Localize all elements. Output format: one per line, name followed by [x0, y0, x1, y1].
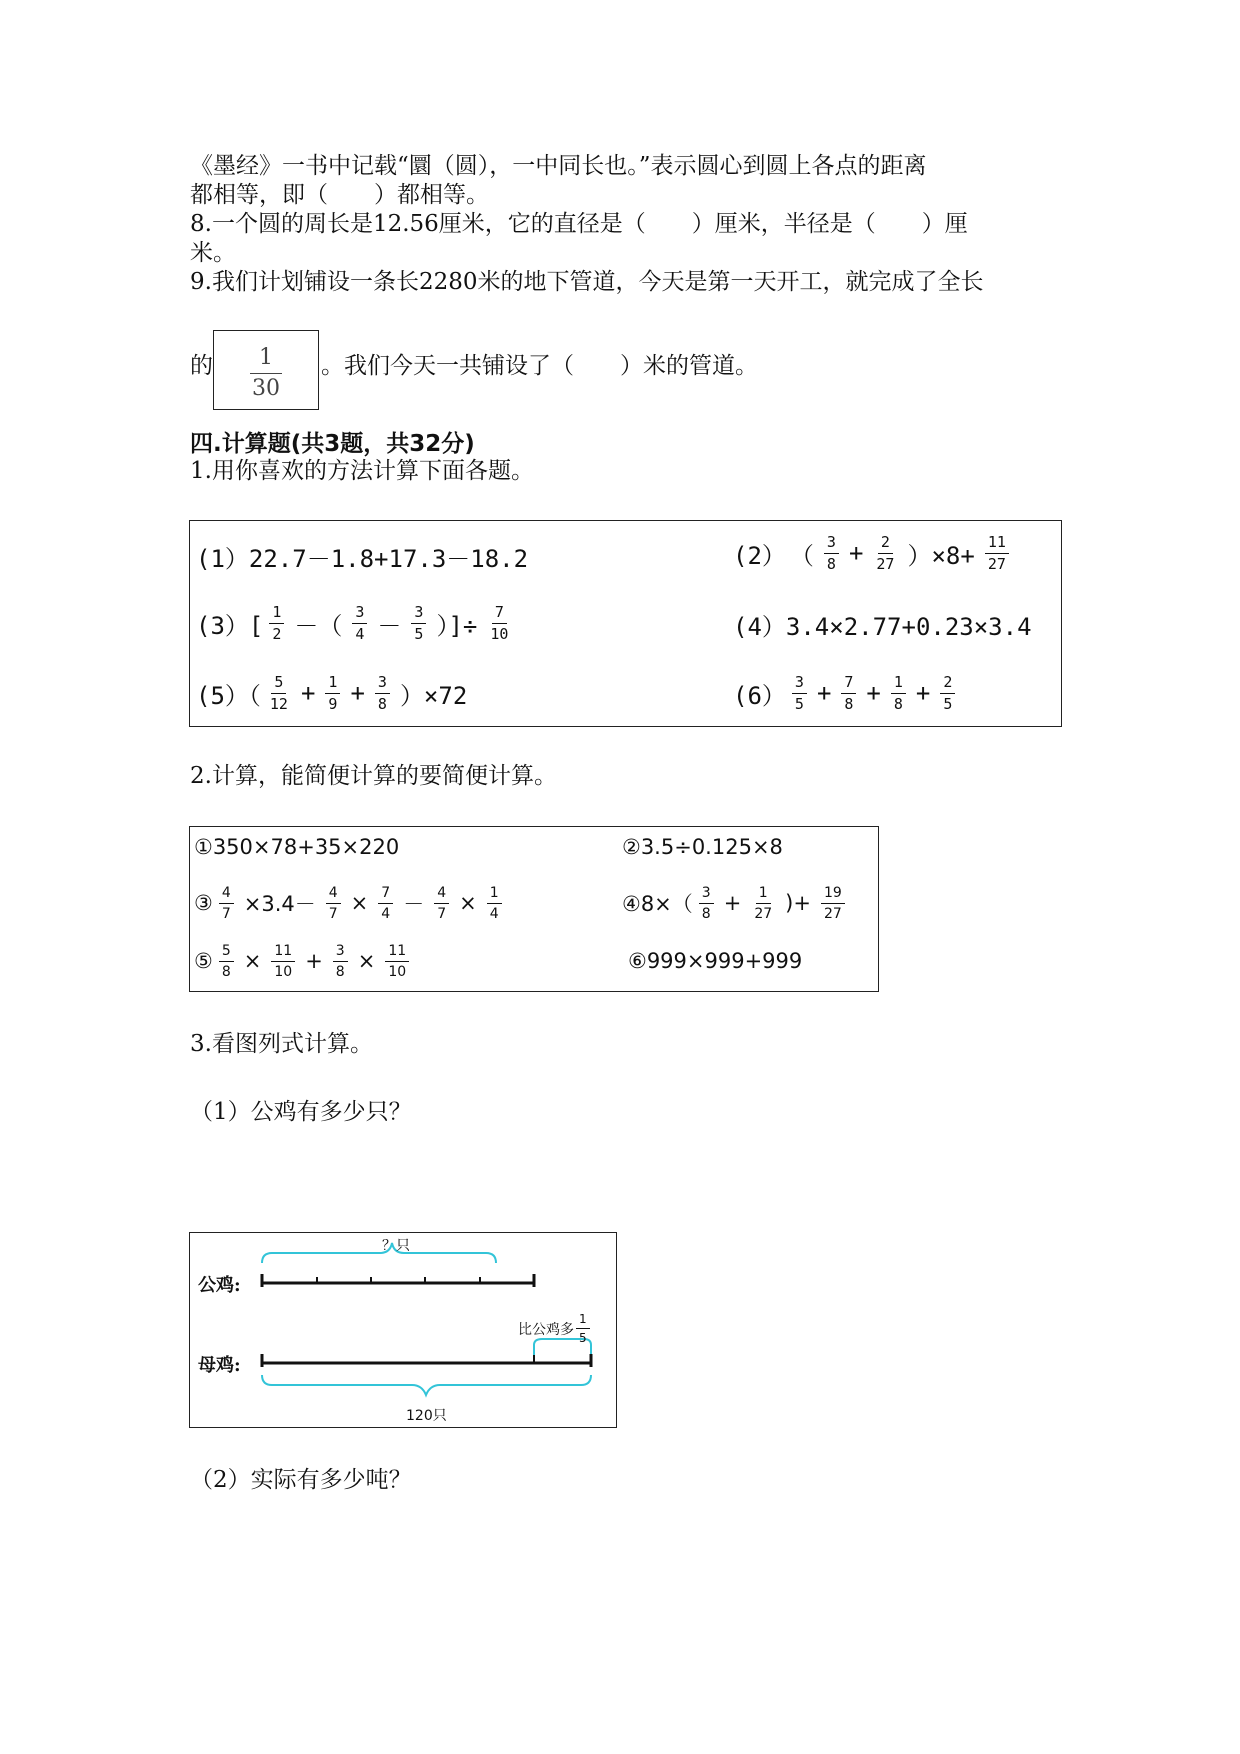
bottom-label: 120只 [406, 1408, 447, 1424]
b2-problem-3 [194, 875, 508, 931]
b1p5-label: (5）（ [196, 681, 261, 710]
b2p4-frac-1: $\frac{3}{8}$ [699, 886, 714, 921]
more-label [518, 1313, 592, 1344]
b1p2-close: ）×8+ [907, 541, 975, 570]
rooster-bar [262, 1274, 534, 1287]
b1p5-op1: + [300, 679, 316, 707]
b1p5-close: ）×72 [399, 681, 468, 710]
b2p5-frac-1: $\frac{5}{8}$ [219, 944, 234, 979]
b1-problem-1: (1）22.7－1.8+17.3－18.2 [196, 545, 529, 573]
b1p5-op2: + [350, 679, 365, 707]
b1p3-frac-2: $\frac{3}{4}$ [352, 605, 367, 642]
intro-line-2: 都相等，即（ ）都相等。 [190, 182, 489, 208]
b2p4-label: ④8×（ [622, 892, 693, 916]
b1p5-frac-2: $\frac{1}{9}$ [325, 675, 340, 712]
sub3-title: 3.看图列式计算。 [190, 1031, 373, 1057]
q8-line-1: 8.一个圆的周长是12.56厘米，它的直径是（ ）厘米，半径是（ ）厘 [190, 211, 968, 237]
q9-prefix: 的 [190, 353, 213, 379]
intro-line-1: 《墨经》一书中记载“圜（圆），一中同长也。”表示圆心到圆上各点的距离 [190, 153, 927, 179]
sub1-title: 1.用你喜欢的方法计算下面各题。 [190, 458, 534, 484]
b1p5-frac-3: $\frac{3}{8}$ [375, 675, 390, 712]
hen-bar [262, 1354, 591, 1367]
b1p6-op1: + [816, 679, 832, 707]
b1p2-frac-2: $\frac{2}{27}$ [876, 532, 895, 573]
b1p6-label: (6） [733, 681, 786, 710]
top-brace [262, 1243, 496, 1263]
b2p4-frac-3: $\frac{19}{27}$ [821, 886, 845, 921]
b2p5-frac-2: $\frac{11}{10}$ [271, 944, 295, 979]
b2p3-op3: － [403, 892, 425, 916]
b1p3-op1: －（ [294, 611, 343, 640]
more-text: 比公鸡多 [518, 1321, 574, 1338]
more-frac: $\frac{1}{5}$ [576, 1313, 590, 1344]
b1-problem-6 [733, 663, 961, 723]
b1p2-open: （ [789, 541, 814, 570]
b2p3-op1: ×3.4－ [243, 892, 316, 916]
rooster-label: 公鸡: [198, 1275, 241, 1296]
b2-problem-6: ⑥999×999+999 [628, 949, 803, 973]
b1p3-frac-3: $\frac{3}{5}$ [411, 605, 426, 642]
b2p3-label: ③ [194, 891, 213, 915]
calc-box-1 [189, 520, 1062, 727]
q9-frac-den: 30 [252, 376, 280, 401]
b1p6-frac-4: $\frac{2}{5}$ [940, 675, 955, 712]
b2p3-frac-5: $\frac{1}{4}$ [487, 886, 502, 921]
b2p3-op2: × [350, 891, 369, 915]
b2-problem-4 [622, 875, 851, 931]
b1p2-label: (2） [733, 541, 786, 570]
q9-line-1: 9.我们计划铺设一条长2280米的地下管道，今天是第一天开工，就完成了全长 [190, 269, 984, 295]
q3-1-text: （1）公鸡有多少只？ [190, 1099, 412, 1125]
b1p2-frac-3: $\frac{11}{27}$ [985, 535, 1009, 572]
bottom-brace [262, 1375, 591, 1395]
hen-label: 母鸡: [198, 1355, 241, 1376]
section-title: 四.计算题(共3题，共32分) [190, 431, 475, 457]
b2p3-frac-1: $\frac{4}{7}$ [219, 886, 234, 921]
b1p3-frac-4: $\frac{7}{10}$ [490, 602, 509, 643]
q9-fraction-box [213, 330, 319, 410]
b2-problem-1: ①350×78+35×220 [194, 835, 400, 859]
b2p3-frac-4: $\frac{4}{7}$ [434, 886, 449, 921]
b2p5-frac-4: $\frac{11}{10}$ [385, 944, 409, 979]
b2p5-frac-3: $\frac{3}{8}$ [333, 944, 348, 979]
b1p6-op2: + [866, 679, 881, 707]
b1p2-op1: + [848, 539, 864, 567]
b1-problem-4: (4）3.4×2.77+0.23×3.4 [733, 613, 1032, 641]
b1-problem-3 [196, 593, 517, 653]
b2-problem-2: ②3.5÷0.125×8 [622, 835, 783, 859]
b1p3-frac-1: $\frac{1}{2}$ [269, 605, 284, 642]
q9-frac-bar [250, 373, 282, 374]
b2p4-op1: + [723, 891, 742, 915]
b2p3-frac-2: $\frac{4}{7}$ [326, 886, 341, 921]
b2p4-op2: )+ [785, 891, 811, 915]
q9-suffix: 。我们今天一共铺设了（ ）米的管道。 [321, 353, 758, 379]
b1p3-close: ）]÷ [436, 611, 478, 640]
b1-problem-2 [733, 525, 1015, 581]
b1p2-frac-1: $\frac{3}{8}$ [824, 535, 839, 572]
b1p6-frac-1: $\frac{3}{5}$ [792, 675, 807, 712]
b2p5-op1: × [243, 949, 262, 973]
b1p6-op3: + [915, 679, 931, 707]
b1p3-label: (3）[ [196, 611, 264, 640]
b1p5-frac-1: $\frac{5}{12}$ [269, 672, 288, 713]
b1p6-frac-3: $\frac{1}{8}$ [891, 675, 906, 712]
top-label: ？只 [382, 1238, 410, 1254]
q3-2-text: （2）实际有多少吨？ [190, 1467, 412, 1493]
b1-problem-5 [196, 663, 471, 723]
b2p5-op2: + [305, 949, 323, 973]
q9-frac-num: 1 [259, 345, 273, 370]
b2p5-label: ⑤ [194, 949, 213, 973]
b2p4-frac-2: $\frac{1}{27}$ [754, 884, 773, 922]
b2p5-op3: × [357, 949, 376, 973]
sub2-title: 2.计算，能简便计算的要简便计算。 [190, 763, 557, 789]
calc-box-2 [189, 826, 879, 992]
b2p3-op4: × [459, 891, 477, 915]
b1p6-frac-2: $\frac{7}{8}$ [841, 675, 856, 712]
b2-problem-5 [194, 933, 415, 989]
b2p3-frac-3: $\frac{7}{4}$ [378, 886, 393, 921]
q8-line-2: 米。 [190, 240, 236, 266]
chicken-diagram [189, 1232, 617, 1428]
b1p3-op2: － [377, 611, 402, 640]
